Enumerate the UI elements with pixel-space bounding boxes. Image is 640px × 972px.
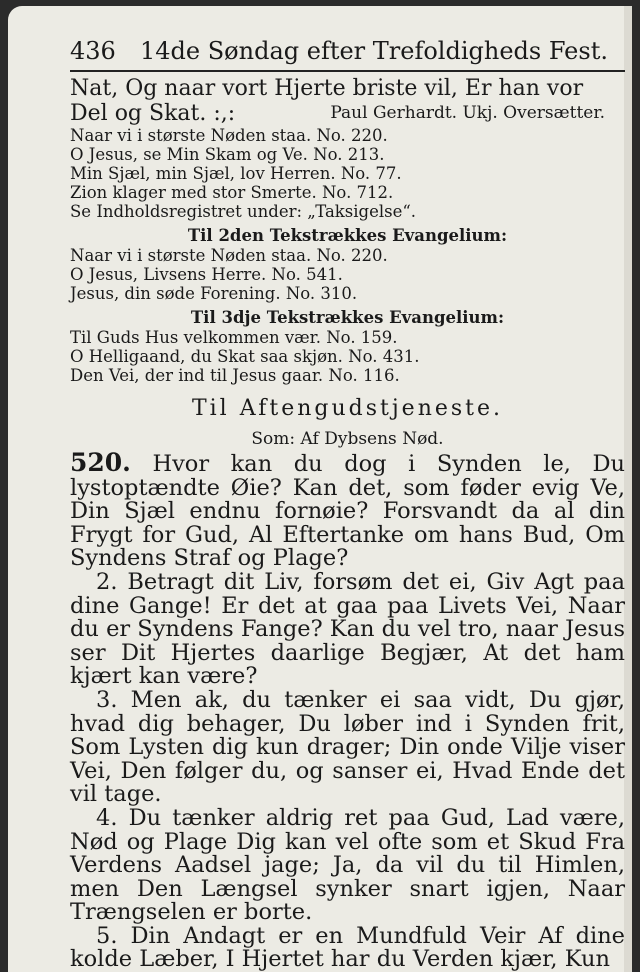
page-number: 436 (70, 37, 116, 65)
hymn-verse-2: 2. Betragt dit Liv, forsøm det ei, Giv Agt paa dine Gange! Er det at gaa paa Livets Vei, Naar du er Syndens Fange? Kan du vel tro, naar Jesus ser Dit Hjertes daarlige Begjær, At det ham kjært kan være? (70, 568, 625, 690)
reference-item: O Jesus, se Min Skam og Ve. No. 213. (70, 145, 385, 164)
hymn-end-attribution (70, 101, 625, 126)
reference-list (70, 126, 625, 221)
hymn-verse-5: 5. Din Andagt er en Mundfuld Veir Af dine kolde Læber, I Hjertet har du Verden kjær, Kun (70, 922, 625, 972)
hymn-verse-1 (70, 448, 625, 572)
reference-item: Zion klager med stor Smerte. No. 712. (70, 183, 394, 202)
gospel-3-list (70, 328, 625, 385)
hymn-number: 520. (70, 448, 131, 477)
running-title: 14de Søndag efter Trefoldigheds Fest. (140, 37, 608, 65)
reference-item: Naar vi i største Nøden staa. No. 220. (70, 246, 388, 265)
hymn-verse-3: 3. Men ak, du tænker ei saa vidt, Du gjør, hvad dig behager, Du løber ind i Synden frit, Som Lysten dig kun drager; Din onde Vilje viser Vei, Den følger du, og sanser ei, Hvad Ende det vil tage. (70, 686, 625, 808)
running-header (70, 36, 625, 66)
facing-page-edge (624, 6, 632, 972)
reference-item: Jesus, din søde Forening. No. 310. (70, 284, 358, 303)
gospel-3-heading: Til 3dje Tekstrækkes Evangelium: (190, 308, 505, 327)
hymn-verse-4: 4. Du tænker aldrig ret paa Gud, Lad være, Nød og Plage Dig kan vel ofte som et Skud Fra Verdens Aadsel jage; Ja, da vil du til Himlen, men Den Længsel synker snart igjen, Naar Trængselen er borte. (70, 804, 625, 926)
reference-item: Den Vei, der ind til Jesus gaar. No. 116. (70, 366, 400, 385)
reference-item: Naar vi i største Nøden staa. No. 220. (70, 126, 388, 145)
gospel-2-heading: Til 2den Tekstrækkes Evangelium: (187, 226, 508, 245)
reference-item: O Helligaand, du Skat saa skjøn. No. 431. (70, 347, 420, 366)
reference-item: Min Sjæl, min Sjæl, lov Herren. No. 77. (70, 164, 402, 183)
gospel-2-list (70, 246, 625, 303)
book-page (8, 6, 632, 972)
hymn-end-text: Del og Skat. :,: (70, 101, 236, 126)
header-rule (70, 70, 625, 72)
hymn-end-line: Nat, Og naar vort Hjerte briste vil, Er han vor (70, 76, 584, 101)
reference-item: Se Indholdsregistret under: „Taksigelse“. (70, 202, 417, 221)
reference-item: Til Guds Hus velkommen vær. No. 159. (70, 328, 398, 347)
verse-text: Hvor kan du dog i Synden le, Du lystoptændte Øie? Kan det, som føder evig Ve, Din Sjæl endnu fornøie? Forsvandt da al din Frygt for Gud, Al Eftertanke om hans Bud, Om Syndens Straf og Plage? (70, 451, 625, 572)
page-content (70, 36, 625, 972)
melody-note: Som: Af Dybsens Nød. (251, 429, 444, 449)
hymn-author: Paul Gerhardt. Ukj. Oversætter. (330, 103, 605, 123)
previous-hymn-ending (70, 76, 625, 101)
reference-item: O Jesus, Livsens Herre. No. 541. (70, 265, 343, 284)
hymn (70, 448, 625, 972)
section-title: Til Aftengudstjeneste. (191, 396, 504, 421)
